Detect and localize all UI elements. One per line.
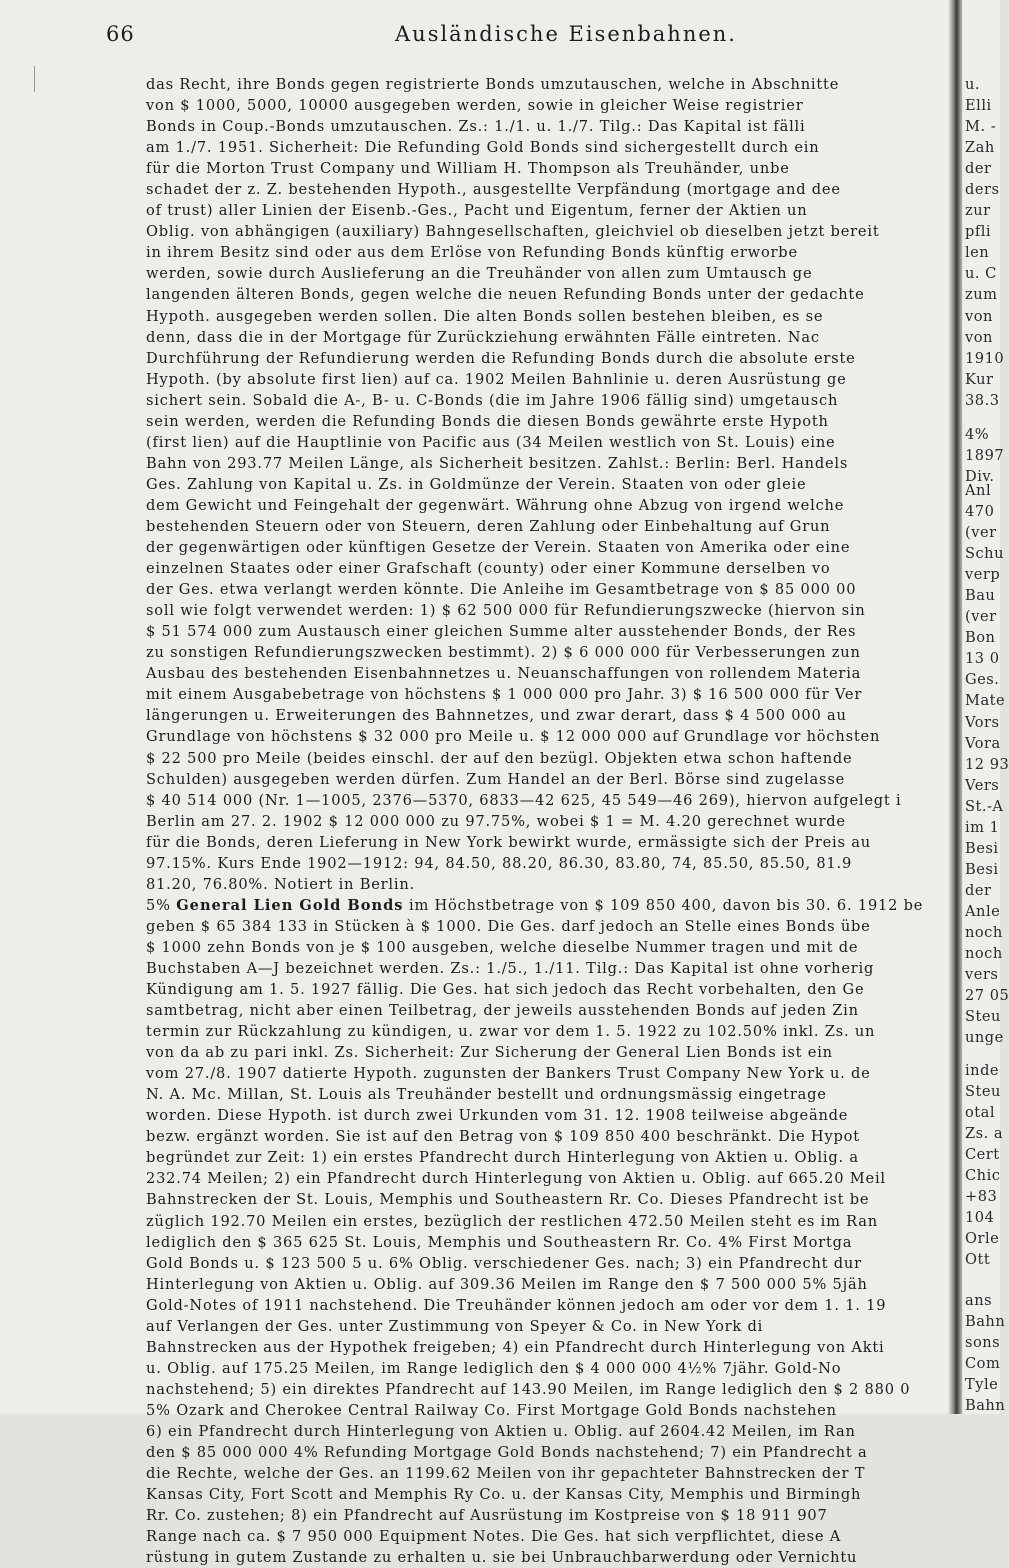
- next-page-fragment-block: [965, 480, 1009, 1048]
- text-line: Hypoth. ausgegeben werden sollen. Die alten Bonds sollen bestehen bleiben, es se: [146, 307, 824, 325]
- next-page-fragment: zur: [965, 202, 991, 220]
- next-page-fragment: verp: [965, 566, 1001, 584]
- next-page-fragment-block: [965, 424, 1004, 487]
- next-page-fragment: Anl: [965, 482, 992, 499]
- next-page-fragment: len: [965, 244, 990, 262]
- text-line: $ 22 500 pro Meile (beides einschl. der auf den bezügl. Objekten etwa schon haftende: [146, 749, 853, 767]
- section-heading-prefix: 5%: [146, 896, 177, 914]
- next-page-fragment: St.-A: [965, 797, 1004, 815]
- section-heading-line: [146, 895, 948, 916]
- next-page-fragment: Cert: [965, 1146, 1000, 1164]
- next-page-fragment: u. C: [965, 265, 997, 283]
- margin-mark: [34, 66, 41, 92]
- text-line: Kündigung am 1. 5. 1927 fällig. Die Ges. hat sich jedoch das Recht vorbehalten, den Ge: [146, 981, 865, 999]
- text-line: denn, dass die in der Mortgage für Zurückziehung erwähnten Fälle eintreten. Nac: [146, 328, 820, 346]
- body-text: [146, 74, 948, 1568]
- text-line: den $ 85 000 000 4% Refunding Mortgage Gold Bonds nachstehend; 7) ein Pfandrecht a: [146, 1444, 868, 1462]
- next-page-fragment: Zs. a: [965, 1125, 1004, 1143]
- text-line: Schulden) ausgegeben werden dürfen. Zum Handel an der Berl. Börse sind zugelasse: [146, 770, 846, 788]
- next-page-fragment: 13 0: [965, 650, 1000, 668]
- next-page-fragment: Elli: [965, 97, 992, 115]
- text-line: vom 27./8. 1907 datierte Hypoth. zugunsten der Bankers Trust Company New York u. de: [146, 1065, 871, 1083]
- next-page-fragment: 104: [965, 1209, 995, 1227]
- text-line: das Recht, ihre Bonds gegen registrierte Bonds umzutauschen, welche in Abschnitte: [146, 76, 840, 93]
- next-page-fragment-block: [965, 74, 1004, 411]
- text-line: Hypoth. (by absolute first lien) auf ca. 1902 Meilen Bahnlinie u. deren Ausrüstung ge: [146, 370, 847, 388]
- text-line: der Ges. etwa verlangt werden könnte. Die Anleihe im Gesamtbetrage von $ 85 000 00: [146, 581, 857, 599]
- next-page-fragment: Div.: [965, 468, 995, 486]
- text-line: geben $ 65 384 133 in Stücken à $ 1000. Die Ges. darf jedoch an Stelle eines Bonds übe: [146, 917, 871, 935]
- text-line: u. Oblig. auf 175.25 Meilen, im Range lediglich den $ 4 000 000 4½% 7jähr. Gold-No: [146, 1359, 842, 1377]
- text-line: für die Bonds, deren Lieferung in New York bewirkt wurde, ermässigte sich der Preis au: [146, 833, 871, 851]
- next-page-fragment: Vora: [965, 734, 1001, 752]
- text-line: $ 1000 zehn Bonds von je $ 100 ausgeben, welche dieselbe Nummer tragen und mit de: [146, 938, 859, 956]
- next-page-fragment: pfli: [965, 223, 992, 241]
- next-page-fragment: (ver: [965, 524, 997, 542]
- section-heading-rest: im Höchstbetrage von $ 109 850 400, davon bis 30. 6. 1912 be: [403, 896, 924, 914]
- text-line: am 1./7. 1951. Sicherheit: Die Refunding Gold Bonds sind sichergestellt durch ein: [146, 139, 820, 157]
- text-line: Grundlage von höchstens $ 32 000 pro Meile u. $ 12 000 000 auf Grundlage vor höchsten: [146, 728, 881, 746]
- next-page-fragment: Ges.: [965, 671, 1000, 689]
- text-line: Gold Bonds u. $ 123 500 5 u. 6% Oblig. verschiedener Ges. nach; 3) ein Pfandrecht dur: [146, 1254, 862, 1272]
- next-page-fragment: zum: [965, 286, 998, 304]
- text-line: bestehenden Steuern oder von Steuern, deren Zahlung oder Einbehaltung auf Grun: [146, 517, 831, 535]
- next-page-fragment: +83: [965, 1188, 998, 1206]
- text-line: Bonds in Coup.-Bonds umzutauschen. Zs.: 1./1. u. 1./7. Tilg.: Das Kapital ist fälli: [146, 118, 806, 136]
- next-page-fragment: 470: [965, 503, 995, 521]
- next-page-fragment: vers: [965, 966, 999, 984]
- next-page-fragment: sons: [965, 1334, 1001, 1352]
- text-line: 81.20, 76.80%. Notiert in Berlin.: [146, 875, 415, 893]
- text-line: einzelnen Staates oder einer Grafschaft (county) oder einer Kommune derselben vo: [146, 560, 831, 578]
- text-line: termin zur Rückzahlung zu kündigen, u. zwar vor dem 1. 5. 1922 zu 102.50% inkl. Zs. un: [146, 1023, 876, 1041]
- next-page-fragment: Zah: [965, 139, 995, 157]
- text-line: werden, sowie durch Auslieferung an die Treuhänder von allen zum Umtausch ge: [146, 265, 813, 283]
- text-line: 97.15%. Kurs Ende 1902—1912: 94, 84.50, 88.20, 86.30, 83.80, 74, 85.50, 85.50, 81.9: [146, 854, 853, 872]
- text-line: für die Morton Trust Company und William H. Thompson als Treuhänder, unbe: [146, 160, 790, 178]
- text-line: soll wie folgt verwendet werden: 1) $ 62 500 000 für Refundierungszwecke (hiervon sin: [146, 602, 866, 620]
- text-line: von $ 1000, 5000, 10000 ausgegeben werden, sowie in gleicher Weise registrier: [146, 97, 804, 115]
- text-line: Rr. Co. zustehen; 8) ein Pfandrecht auf Ausrüstung im Kostpreise von $ 18 911 907: [146, 1507, 828, 1525]
- text-line: Bahn von 293.77 Meilen Länge, als Sicherheit besitzen. Zahlst.: Berlin: Berl. Handels: [146, 454, 849, 472]
- text-line: of trust) aller Linien der Eisenb.-Ges., Pacht und Eigentum, ferner der Aktien un: [146, 202, 808, 220]
- text-line: rüstung in gutem Zustande zu erhalten u. sie bei Unbrauchbarwerdung oder Vernichtu: [146, 1549, 858, 1567]
- text-line: Buchstaben A—J bezeichnet werden. Zs.: 1./5., 1./11. Tilg.: Das Kapital ist ohne vorherig: [146, 959, 875, 977]
- next-page-fragment: Ott: [965, 1251, 991, 1269]
- next-page-fragment: Schu: [965, 545, 1004, 563]
- text-line: längerungen u. Erweiterungen des Bahnnetzes, und zwar derart, dass $ 4 500 000 au: [146, 707, 847, 725]
- next-page-fragment: Vers: [965, 776, 1000, 794]
- text-line: züglich 192.70 Meilen ein erstes, bezüglich der restlichen 472.50 Meilen steht es im Ran: [146, 1212, 878, 1230]
- next-page-fragment: Bahn: [965, 1397, 1006, 1415]
- next-page-fragment: (ver: [965, 608, 997, 626]
- next-page-fragment: von: [965, 307, 993, 325]
- text-line: Kansas City, Fort Scott and Memphis Ry Co. u. der Kansas City, Memphis und Birmingh: [146, 1486, 862, 1504]
- text-line: $ 51 574 000 zum Austausch einer gleichen Summe alter ausstehender Bonds, der Res: [146, 623, 857, 641]
- text-line: lediglich den $ 365 625 St. Louis, Memphis und Southeastern Rr. Co. 4% First Mortga: [146, 1233, 853, 1251]
- text-line: in ihrem Besitz sind oder aus dem Erlöse von Refunding Bonds künftig erworbe: [146, 244, 798, 262]
- running-title: Ausländische Eisenbahnen.: [395, 22, 737, 46]
- text-line: von da ab zu pari inkl. Zs. Sicherheit: Zur Sicherung der General Lien Bonds ist ein: [146, 1044, 833, 1062]
- text-line: $ 40 514 000 (Nr. 1—1005, 2376—5370, 6833—42 625, 45 549—46 269), hiervon aufgelegt i: [146, 791, 902, 809]
- next-page-fragment: 38.3: [965, 391, 1000, 409]
- next-page-edge: [963, 0, 1009, 1415]
- next-page-fragment: der: [965, 160, 992, 178]
- text-line: zu sonstigen Refundierungszwecken bestimmt). 2) $ 6 000 000 für Verbesserungen zun: [146, 644, 861, 662]
- next-page-fragment: Mate: [965, 692, 1006, 710]
- next-page-fragment: ans: [965, 1292, 993, 1309]
- text-line: Ges. Zahlung von Kapital u. Zs. in Goldmünze der Verein. Staaten von oder gleie: [146, 475, 807, 493]
- text-line: dem Gewicht und Feingehalt der gegenwärt. Währung ohne Abzug von irgend welche: [146, 496, 845, 514]
- next-page-fragment: von: [965, 328, 993, 346]
- text-line: Oblig. von abhängigen (auxiliary) Bahngesellschaften, gleichviel ob dieselben jetzt bereit: [146, 223, 880, 241]
- text-line: der gegenwärtigen oder künftigen Gesetze der Verein. Staaten von Amerika oder eine: [146, 539, 851, 557]
- next-page-fragment: M. -: [965, 118, 997, 136]
- next-page-fragment: noch: [965, 923, 1003, 941]
- text-line: 232.74 Meilen; 2) ein Pfandrecht durch Hinterlegung von Aktien u. Oblig. auf 665.20 Meil: [146, 1170, 886, 1188]
- next-page-fragment: unge: [965, 1029, 1004, 1047]
- next-page-fragment: 4%: [965, 426, 990, 443]
- text-line: samtbetrag, nicht aber einen Teilbetrag, der jeweils ausstehenden Bonds auf jeden Zin: [146, 1002, 859, 1020]
- next-page-fragment: der: [965, 881, 992, 899]
- next-page-fragment: Vors: [965, 713, 1000, 731]
- text-line: (first lien) auf die Hauptlinie von Pacific aus (34 Meilen westlich von St. Louis) eine: [146, 433, 836, 451]
- text-line: N. A. Mc. Millan, St. Louis als Treuhänder bestellt und ordnungsmässig eingetrage: [146, 1086, 827, 1104]
- text-line: Durchführung der Refundierung werden die Refunding Bonds durch die absolute erste: [146, 349, 856, 367]
- next-page-fragment: im 1: [965, 818, 1000, 836]
- next-page-fragment: noch: [965, 945, 1003, 963]
- text-line: nachstehend; 5) ein direktes Pfandrecht auf 143.90 Meilen, im Range lediglich den $ 2 880 0: [146, 1380, 911, 1398]
- text-line: Hinterlegung von Aktien u. Oblig. auf 309.36 Meilen im Range den $ 7 500 000 5% 5jäh: [146, 1275, 868, 1293]
- next-page-fragment: Bahn: [965, 1313, 1006, 1331]
- next-page-fragment: 1910: [965, 349, 1005, 367]
- next-page-fragment: Anle: [965, 902, 1001, 920]
- text-line: langenden älteren Bonds, gegen welche die neuen Refunding Bonds unter der gedachte: [146, 286, 865, 304]
- text-line: 6) ein Pfandrecht durch Hinterlegung von Aktien u. Oblig. auf 2604.42 Meilen, im Ran: [146, 1423, 856, 1440]
- text-line: Range nach ca. $ 7 950 000 Equipment Notes. Die Ges. hat sich verpflichtet, diese A: [146, 1528, 842, 1546]
- next-page-fragment: Tyle: [965, 1376, 999, 1394]
- next-page-fragment: 1897: [965, 447, 1005, 465]
- page-number: 66: [106, 22, 135, 46]
- text-line: mit einem Ausgabebetrage von höchstens $ 1 000 000 pro Jahr. 3) $ 16 500 000 für Ver: [146, 686, 863, 704]
- text-line: Gold-Notes of 1911 nachstehend. Die Treuhänder können jedoch am oder vor dem 1. 1. 19: [146, 1296, 887, 1314]
- section-heading-title: General Lien Gold Bonds: [176, 896, 404, 914]
- next-page-fragment: 12 93: [965, 755, 1009, 773]
- text-line: 5% Ozark and Cherokee Central Railway Co. First Mortgage Gold Bonds nachstehen: [146, 1401, 837, 1419]
- text-line: auf Verlangen der Ges. unter Zustimmung von Speyer & Co. in New York di: [146, 1317, 764, 1335]
- book-gutter: [948, 0, 962, 1414]
- text-line: bezw. ergänzt worden. Sie ist auf den Betrag von $ 109 850 400 beschränkt. Die Hypot: [146, 1128, 860, 1146]
- next-page-fragment: u.: [965, 76, 981, 93]
- next-page-fragment: Chic: [965, 1167, 1001, 1185]
- text-line: Bahnstrecken der St. Louis, Memphis und Southeastern Rr. Co. Dieses Pfandrecht ist be: [146, 1191, 870, 1209]
- next-page-fragment-block: [965, 1290, 1005, 1416]
- text-line: worden. Diese Hypoth. ist durch zwei Urkunden vom 31. 12. 1908 teilweise abgeände: [146, 1107, 849, 1125]
- next-page-fragment: Steu: [965, 1083, 1001, 1101]
- next-page-fragment: Bon: [965, 629, 996, 647]
- next-page-fragment: Steu: [965, 1008, 1001, 1026]
- text-line: sichert sein. Sobald die A-, B- u. C-Bonds (die im Jahre 1906 fällig sind) umgetausch: [146, 391, 839, 409]
- next-page-fragment: Besi: [965, 839, 999, 857]
- text-line: sein werden, werden die Refunding Bonds die diesen Bonds gewährte erste Hypoth: [146, 412, 829, 430]
- next-page-fragment: Com: [965, 1355, 1001, 1373]
- text-line: Ausbau des bestehenden Eisenbahnnetzes u. Neuanschaffungen von rollendem Materia: [146, 665, 862, 683]
- next-page-fragment: Bau: [965, 587, 996, 605]
- next-page-fragment: ders: [965, 181, 1000, 199]
- next-page-fragment-block: [965, 1060, 1003, 1270]
- next-page-fragment: Besi: [965, 860, 999, 878]
- text-line: schadet der z. Z. bestehenden Hypoth., ausgestellte Verpfändung (mortgage and dee: [146, 181, 841, 199]
- text-line: Bahnstrecken aus der Hypothek freigeben; 4) ein Pfandrecht durch Hinterlegung von Akti: [146, 1338, 885, 1356]
- text-line: begründet zur Zeit: 1) ein erstes Pfandrecht durch Hinterlegung von Aktien u. Oblig. a: [146, 1149, 859, 1167]
- next-page-fragment: 27 05: [965, 987, 1009, 1005]
- next-page-fragment: otal: [965, 1104, 996, 1122]
- text-line: Berlin am 27. 2. 1902 $ 12 000 000 zu 97.75%, wobei $ 1 = M. 4.20 gerechnet wurde: [146, 812, 846, 830]
- next-page-fragment: inde: [965, 1062, 1000, 1079]
- next-page-fragment: Kur: [965, 370, 994, 388]
- text-line: die Rechte, welche der Ges. an 1199.62 Meilen von ihr gepachteter Bahnstrecken der T: [146, 1465, 866, 1483]
- next-page-fragment: Orle: [965, 1230, 1000, 1248]
